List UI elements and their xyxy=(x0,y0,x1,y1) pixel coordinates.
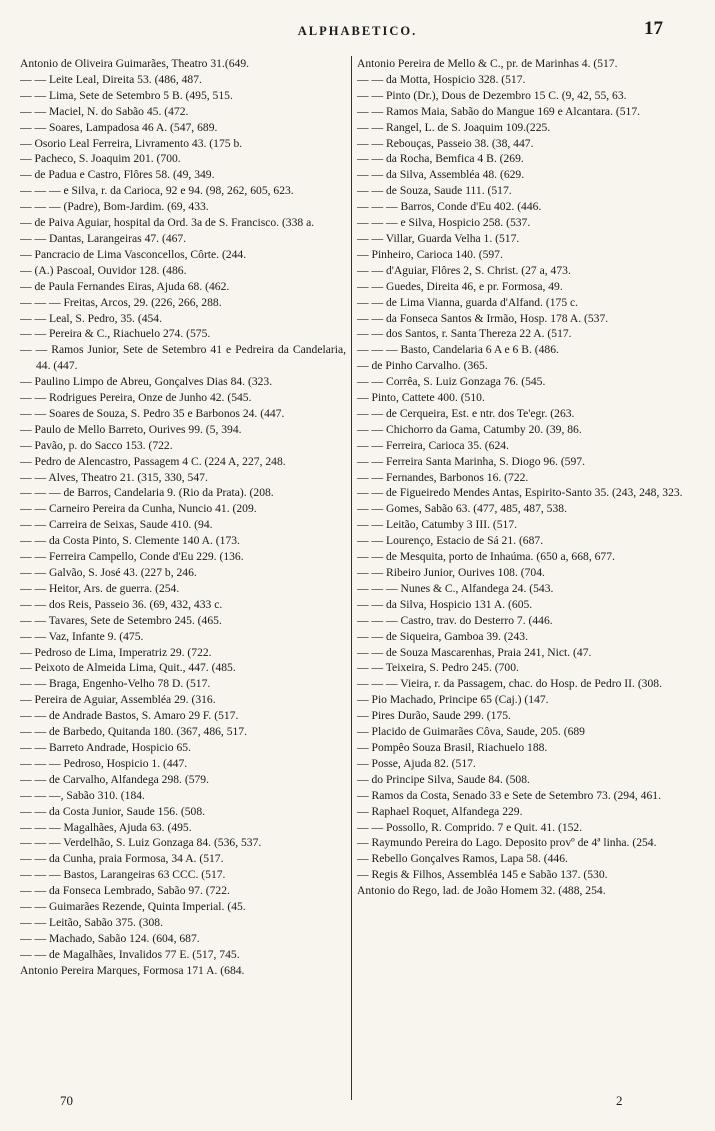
directory-entry: — — Alves, Theatro 21. (315, 330, 547. xyxy=(20,470,208,484)
directory-entry: — — de Souza Mascarenhas, Praia 241, Nict. (47. xyxy=(357,645,592,659)
directory-entry: — — Barreto Andrade, Hospicio 65. xyxy=(20,740,191,754)
directory-entry: — — de Siqueira, Gamboa 39. (243. xyxy=(357,629,528,643)
directory-entry: — — Rodrigues Pereira, Onze de Junho 42. (545. xyxy=(20,391,252,405)
column-divider xyxy=(351,56,352,1100)
directory-entry: — de Paula Fernandes Eiras, Ajuda 68. (462. xyxy=(20,279,230,293)
directory-entry: — — Teixeira, S. Pedro 245. (700. xyxy=(357,661,519,675)
directory-entry: — — Tavares, Sete de Setembro 245. (465. xyxy=(20,613,222,627)
directory-entry: — — Rebouças, Passeio 38. (38, 447. xyxy=(357,136,534,150)
directory-entry: — — — Freitas, Arcos, 29. (226, 266, 288. xyxy=(20,295,222,309)
directory-entry: — do Principe Silva, Saude 84. (508. xyxy=(357,772,530,786)
directory-entry: — Paulino Limpo de Abreu, Gonçalves Dias 84. (323. xyxy=(20,375,273,389)
directory-entry: — — Pinto (Dr.), Dous de Dezembro 15 C. (9, 42, 55, 63. xyxy=(357,88,627,102)
directory-entry: — Placido de Guimarães Côva, Saude, 205. (689 xyxy=(357,725,585,739)
directory-entry: — — Gomes, Sabão 63. (477, 485, 487, 538. xyxy=(357,502,567,516)
directory-entry: — — dos Santos, r. Santa Thereza 22 A. (517. xyxy=(357,327,572,341)
directory-entry: — — Chichorro da Gama, Catumby 20. (39, 86. xyxy=(357,422,582,436)
directory-entry: — — Guedes, Direita 46, e pr. Formosa, 49. xyxy=(357,279,563,293)
directory-entry: — Pio Machado, Principe 65 (Caj.) (147. xyxy=(357,693,549,707)
directory-entry: — — Ferreira Campello, Conde d'Eu 229. (136. xyxy=(20,550,244,564)
directory-entry: — — Guimarães Rezende, Quinta Imperial. (45. xyxy=(20,900,246,914)
directory-entry: — — — (Padre), Bom-Jardim. (69, 433. xyxy=(20,200,209,214)
directory-entry: — — Villar, Guarda Velha 1. (517. xyxy=(357,231,520,245)
directory-entry: — — Leal, S. Pedro, 35. (454. xyxy=(20,311,163,325)
directory-entry: — — Galvão, S. José 43. (227 b, 246. xyxy=(20,566,197,579)
directory-entry: — — — Magalhães, Ajuda 63. (495. xyxy=(20,820,192,834)
directory-entry: — Pompêo Souza Brasil, Riachuelo 188. xyxy=(357,740,548,754)
directory-entry: Antonio Pereira Marques, Formosa 171 A. (684. xyxy=(20,963,245,977)
directory-entry: — — Lourenço, Estacio de Sá 21. (687. xyxy=(357,534,544,548)
directory-entry: — — — Bastos, Larangeiras 63 CCC. (517. xyxy=(20,868,226,882)
page-footer xyxy=(0,1093,715,1117)
directory-entry: — — de Carvalho, Alfandega 298. (579. xyxy=(20,772,209,786)
directory-entry: — — — Nunes & C., Alfandega 24. (543. xyxy=(357,581,554,595)
directory-entry: — — de Souza, Saude 111. (517. xyxy=(357,184,512,198)
directory-entry: — — Pereira & C., Riachuelo 274. (575. xyxy=(20,327,211,341)
right-column xyxy=(357,56,689,1100)
directory-entry: — de Paiva Aguiar, hospital da Ord. 3a de S. Francisco. (338 a. xyxy=(20,216,315,230)
directory-entry: — — — Verdelhão, S. Luiz Gonzaga 84. (536, 537. xyxy=(20,836,262,850)
directory-entry: — Raymundo Pereira do Lago. Deposito provº de 4ª linha. (254. xyxy=(357,836,657,850)
directory-entry: — — dos Reis, Passeio 36. (69, 432, 433 c. xyxy=(20,597,223,611)
directory-entry: — — Possollo, R. Comprido. 7 e Quit. 41. (152. xyxy=(357,820,583,834)
directory-entry: — — da Silva, Assembléa 48. (629. xyxy=(357,168,525,182)
page-header xyxy=(0,14,715,44)
directory-entry: — — Carreira de Seixas, Saude 410. (94. xyxy=(20,518,213,532)
directory-entry: — Pires Durão, Saude 299. (175. xyxy=(357,709,511,723)
directory-entry: — — Lima, Sete de Setembro 5 B. (495, 515. xyxy=(20,88,233,102)
directory-entry: — Pavão, p. do Sacco 153. (722. xyxy=(20,438,173,452)
directory-entry: — — Dantas, Larangeiras 47. (467. xyxy=(20,231,187,245)
directory-entry: — — da Silva, Hospicio 131 A. (605. xyxy=(357,597,533,611)
directory-entry: — — de Andrade Bastos, S. Amaro 29 F. (517. xyxy=(20,709,239,723)
directory-entry: — Pacheco, S. Joaquim 201. (700. xyxy=(20,152,181,166)
directory-entry: — Peixoto de Almeida Lima, Quit., 447. (485. xyxy=(20,661,236,675)
directory-entry: Antonio Pereira de Mello & C., pr. de Marinhas 4. (517. xyxy=(357,57,618,70)
directory-entry: — — d'Aguiar, Flôres 2, S. Christ. (27 a, 473. xyxy=(357,263,571,277)
directory-entry: — — — Barros, Conde d'Eu 402. (446. xyxy=(357,200,542,214)
directory-entry: — — Rangel, L. de S. Joaquim 109.(225. xyxy=(357,120,551,134)
directory-entry: — — Braga, Engenho-Velho 78 D. (517. xyxy=(20,677,211,691)
directory-entry: — — Soares, Lampadosa 46 A. (547, 689. xyxy=(20,120,218,134)
directory-entry: — — Ferreira, Carioca 35. (624. xyxy=(357,438,509,452)
directory-entry: — Pinheiro, Carioca 140. (597. xyxy=(357,247,503,261)
directory-entry: — — Leite Leal, Direita 53. (486, 487. xyxy=(20,72,202,86)
directory-entry: — — Soares de Souza, S. Pedro 35 e Barbonos 24. (447. xyxy=(20,406,285,420)
directory-entry: — — Leitão, Sabão 375. (308. xyxy=(20,915,163,929)
directory-entry: — — da Costa Pinto, S. Clemente 140 A. (173. xyxy=(20,534,240,548)
directory-entry: — — Vaz, Infante 9. (475. xyxy=(20,629,144,643)
directory-entry: — de Padua e Castro, Flôres 58. (49, 349. xyxy=(20,168,215,182)
directory-entry: — — da Rocha, Bemfica 4 B. (269. xyxy=(357,152,524,166)
directory-entry: — — —, Sabão 310. (184. xyxy=(20,788,145,802)
directory-entry: — — de Lima Vianna, guarda d'Alfand. (175 c. xyxy=(357,295,579,309)
directory-entry: — Paulo de Mello Barreto, Ourives 99. (5, 394. xyxy=(20,422,242,436)
page-number: 17 xyxy=(644,18,663,39)
directory-entry: — — Fernandes, Barbonos 16. (722. xyxy=(357,470,529,484)
directory-entry: — — — Basto, Candelaria 6 A e 6 B. (486. xyxy=(357,343,559,357)
directory-entry: — — Maciel, N. do Sabão 45. (472. xyxy=(20,104,189,118)
directory-entry: — Posse, Ajuda 82. (517. xyxy=(357,756,476,770)
directory-entry: — — Ribeiro Junior, Ourives 108. (704. xyxy=(357,566,545,579)
directory-entry: — — Carneiro Pereira da Cunha, Nuncio 41. (209. xyxy=(20,502,257,516)
directory-entry: — — de Cerqueira, Est. e ntr. dos Te'egr. (263. xyxy=(357,406,575,420)
directory-entry: Antonio de Oliveira Guimarães, Theatro 31.(649. xyxy=(20,57,250,70)
directory-entry: — Regis & Filhos, Assembléa 145 e Sabão 137. (530. xyxy=(357,868,608,882)
directory-entry: — — Ramos Maia, Sabão do Mangue 169 e Alcantara. (517. xyxy=(357,104,641,118)
directory-entry: — — da Cunha, praia Formosa, 34 A. (517. xyxy=(20,852,224,866)
directory-entry: — — Heitor, Ars. de guerra. (254. xyxy=(20,581,180,595)
sheet-number: 2 xyxy=(616,1093,623,1108)
directory-entry: — Pedro de Alencastro, Passagem 4 C. (224 A, 227, 248. xyxy=(20,454,286,468)
directory-entry: — — — Pedroso, Hospicio 1. (447. xyxy=(20,756,188,770)
directory-entry: — — da Motta, Hospicio 328. (517. xyxy=(357,72,526,86)
directory-entry: — — Corrêa, S. Luiz Gonzaga 76. (545. xyxy=(357,375,546,389)
running-title: ALPHABETICO. xyxy=(297,24,418,38)
directory-entry: — — — de Barros, Candelaria 9. (Rio da Prata). (208. xyxy=(20,486,274,500)
directory-entry: — Pedroso de Lima, Imperatriz 29. (722. xyxy=(20,645,212,659)
directory-entry: — Pinto, Cattete 400. (510. xyxy=(357,391,485,405)
directory-entry: — Osorio Leal Ferreira, Livramento 43. (175 b. xyxy=(20,136,243,150)
directory-entry: — — de Magalhães, Invalidos 77 E. (517, 745. xyxy=(20,947,240,961)
directory-entry: — (A.) Pascoal, Ouvidor 128. (486. xyxy=(20,263,187,277)
directory-entry: — — de Mesquita, porto de Inhaúma. (650 a, 668, 677. xyxy=(357,550,615,564)
directory-entry: — Ramos da Costa, Senado 33 e Sete de Setembro 73. (294, 461. xyxy=(357,788,661,802)
directory-entry: — — da Fonseca Santos & Irmão, Hosp. 178 A. (537. xyxy=(357,311,609,325)
directory-entry: — — da Fonseca Lembrado, Sabão 97. (722. xyxy=(20,884,230,898)
directory-entry: — — Ramos Junior, Sete de Setembro 41 e Pedreira da Candelaria, 44. (447. xyxy=(20,343,346,373)
directory-entry: — — Leitão, Catumby 3 III. (517. xyxy=(357,518,518,532)
signature-mark: 70 xyxy=(60,1093,73,1108)
directory-entry: — — Ferreira Santa Marinha, S. Diogo 96. (597. xyxy=(357,454,585,468)
directory-entry: — — de Figueiredo Mendes Antas, Espirito-Santo 35. (243, 248, 323. xyxy=(357,486,683,500)
directory-entry: — de Pinho Carvalho. (365. xyxy=(357,359,488,373)
directory-entry: — — da Costa Junior, Saude 156. (508. xyxy=(20,804,206,818)
directory-entry: Antonio do Rego, lad. de João Homem 32. (488, 254. xyxy=(357,884,606,898)
directory-entry: — — — Vieira, r. da Passagem, chac. do Hosp. de Pedro II. (308. xyxy=(357,677,662,691)
directory-entry: — Pancracio de Lima Vasconcellos, Côrte. (244. xyxy=(20,247,247,261)
directory-entry: — Rebello Gonçalves Ramos, Lapa 58. (446. xyxy=(357,852,568,866)
left-column xyxy=(20,56,350,1100)
directory-entry: — — — e Silva, r. da Carioca, 92 e 94. (98, 262, 605, 623. xyxy=(20,184,294,198)
directory-entry: — — de Barbedo, Quitanda 180. (367, 486, 517. xyxy=(20,725,248,739)
directory-entry: — — — Castro, trav. do Desterro 7. (446. xyxy=(357,613,553,627)
directory-entry: — — Machado, Sabão 124. (604, 687. xyxy=(20,931,200,945)
directory-columns xyxy=(20,56,695,1100)
directory-entry: — — — e Silva, Hospicio 258. (537. xyxy=(357,216,531,230)
directory-entry: — Raphael Roquet, Alfandega 229. xyxy=(357,804,523,818)
directory-entry: — Pereira de Aguiar, Assembléa 29. (316. xyxy=(20,693,216,707)
